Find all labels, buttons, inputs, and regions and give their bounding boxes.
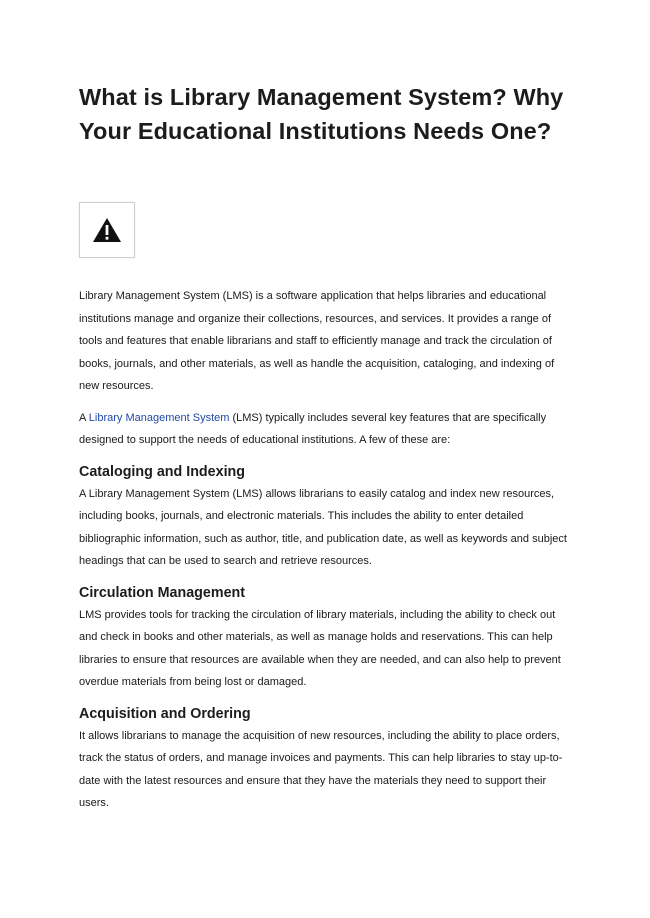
section-heading-acquisition: Acquisition and Ordering	[79, 705, 251, 722]
section-heading-cataloging: Cataloging and Indexing	[79, 463, 246, 480]
lms-link[interactable]: Library Management System	[88, 411, 230, 424]
features-intro-suffix: (LMS) typically includes several key features that are specifically designed to support the needs of educational institutions. A few of these are:	[79, 411, 547, 446]
features-intro-paragraph	[79, 407, 574, 452]
intro-paragraph: Library Management System (LMS) is a software application that helps libraries and educational institutions manage and organize their collections, resources, and services. It provides a range of tools and features that enable librarians and staff to efficiently manage and track the circulation of books, journals, and other materials, as well as handle the acquisition, cataloging, and indexing of new resources.	[79, 290, 555, 392]
broken-image-placeholder	[79, 202, 135, 258]
section-body-acquisition: It allows librarians to manage the acquisition of new resources, including the ability to place orders, track the status of orders, and manage invoices and payments. This can help libraries to stay up-to-date with the latest resources and ensure that they have the materials they need to support their users.	[79, 729, 563, 809]
page-title: What is Library Management System? Why Your Educational Institutions Needs One?	[79, 84, 564, 144]
document-page	[79, 80, 574, 824]
section-body-cataloging: A Library Management System (LMS) allows librarians to easily catalog and index new resources, including books, journals, and electronic materials. This includes the ability to enter detailed bibliographic information, such as author, title, and publication date, as well as keywords and subject headings that can be used to search and retrieve resources.	[79, 487, 567, 567]
article-body	[79, 285, 574, 815]
features-intro-prefix: A	[79, 411, 89, 424]
section-heading-circulation: Circulation Management	[79, 584, 246, 601]
warning-icon	[92, 217, 122, 243]
section-body-circulation: LMS provides tools for tracking the circulation of library materials, including the ability to check out and check in books and other materials, as well as manage holds and reservations. This can help libraries to ensure that resources are available when they are needed, and can also help to prevent overdue materials from being lost or damaged.	[79, 608, 561, 688]
